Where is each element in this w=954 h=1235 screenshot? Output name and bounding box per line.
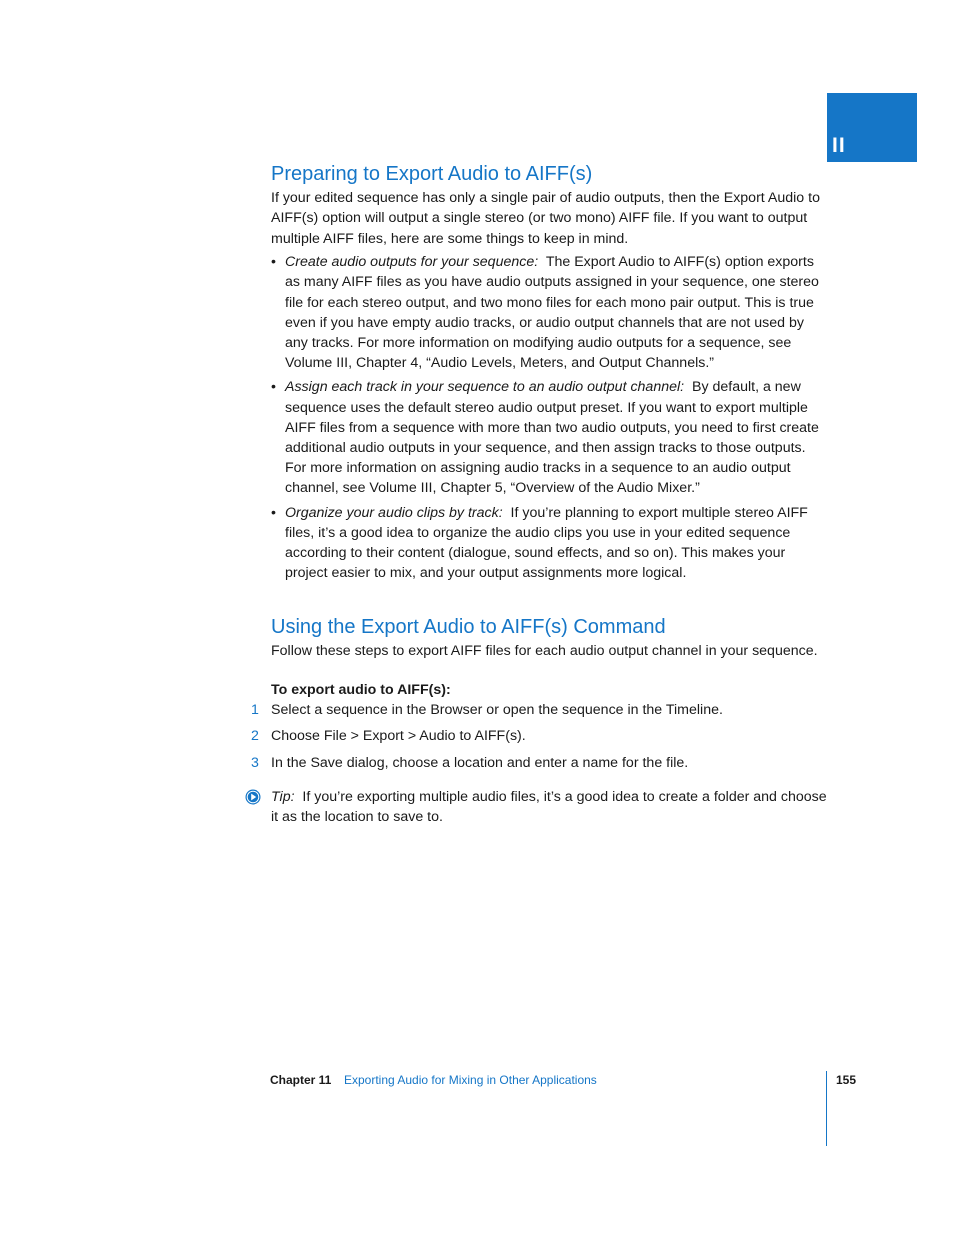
step-item — [251, 753, 827, 773]
list-item — [271, 377, 827, 498]
tip-text: If you’re exporting multiple audio files, it’s a good idea to create a folder and choose it as the location to save to. — [271, 788, 827, 826]
step-text: Choose File > Export > Audio to AIFF(s). — [271, 728, 526, 745]
step-number: 2 — [251, 728, 259, 745]
section-intro: Follow these steps to export AIFF files for each audio output channel in your sequence. — [271, 643, 818, 660]
bullet-text: By default, a new sequence uses the default stereo audio output preset. If you want to export multiple AIFF files from a sequence with more than two audio outputs, you need to first create additional audio outputs in your sequence, and then assign tracks to those outputs. For more information on assigning audio tracks in a sequence to an audio output channel, see Volume III, Chapter 5, “Overview of the Audio Mixer.” — [285, 379, 819, 497]
section-intro: If your edited sequence has only a single pair of audio outputs, then the Export Audio to AIFF(s) option will output a single stereo (or two mono) AIFF file. If you want to output multiple AIFF files, here are some things to keep in mind. — [271, 190, 820, 247]
section-heading-preparing: Preparing to Export Audio to AIFF(s) — [271, 163, 593, 185]
section-heading-using-command: Using the Export Audio to AIFF(s) Command — [271, 616, 666, 639]
bullet-list — [271, 252, 827, 583]
steps-list — [251, 700, 827, 773]
step-number: 3 — [251, 754, 259, 771]
step-item — [251, 700, 827, 720]
step-item — [251, 726, 827, 746]
bullet-text: The Export Audio to AIFF(s) option exports as many AIFF files as you have audio outputs assigned in your sequence, one stereo file for each stereo output, and two mono files for each mono pair output. This is true even if you have empty audio tracks, or audio output channels that are not used by any tracks. For more information on modifying audio outputs for a sequence, see Volume III, Chapter 4, “Audio Levels, Meters, and Output Channels.” — [285, 254, 819, 372]
part-tab-label: II — [832, 134, 846, 157]
list-item — [271, 503, 827, 584]
footer-divider — [826, 1071, 827, 1146]
procedure-title: To export audio to AIFF(s): — [271, 681, 451, 698]
bullet-lead: Assign each track in your sequence to an audio output channel: — [285, 379, 685, 396]
part-tab — [827, 93, 917, 162]
tip-arrow-icon — [245, 789, 261, 805]
page-content — [251, 160, 827, 827]
step-text: In the Save dialog, choose a location and enter a name for the file. — [271, 754, 689, 771]
step-number: 1 — [251, 701, 259, 718]
page-number: 155 — [836, 1073, 857, 1087]
bullet-text: If you’re planning to export multiple stereo AIFF files, it’s a good idea to organize the audio clips you use in your edited sequence according to their content (dialogue, sound effects, and so on). This makes your project easier to mix, and your output assignments more logical. — [285, 504, 808, 582]
footer-chapter: Chapter 11 — [270, 1073, 332, 1087]
list-item — [271, 252, 827, 373]
bullet-lead: Organize your audio clips by track: — [285, 504, 503, 521]
footer-chapter-title: Exporting Audio for Mixing in Other Applications — [344, 1073, 597, 1087]
tip-note — [271, 787, 827, 827]
step-text: Select a sequence in the Browser or open the sequence in the Timeline. — [271, 701, 723, 718]
tip-label: Tip: — [271, 788, 295, 805]
bullet-lead: Create audio outputs for your sequence: — [285, 254, 539, 271]
